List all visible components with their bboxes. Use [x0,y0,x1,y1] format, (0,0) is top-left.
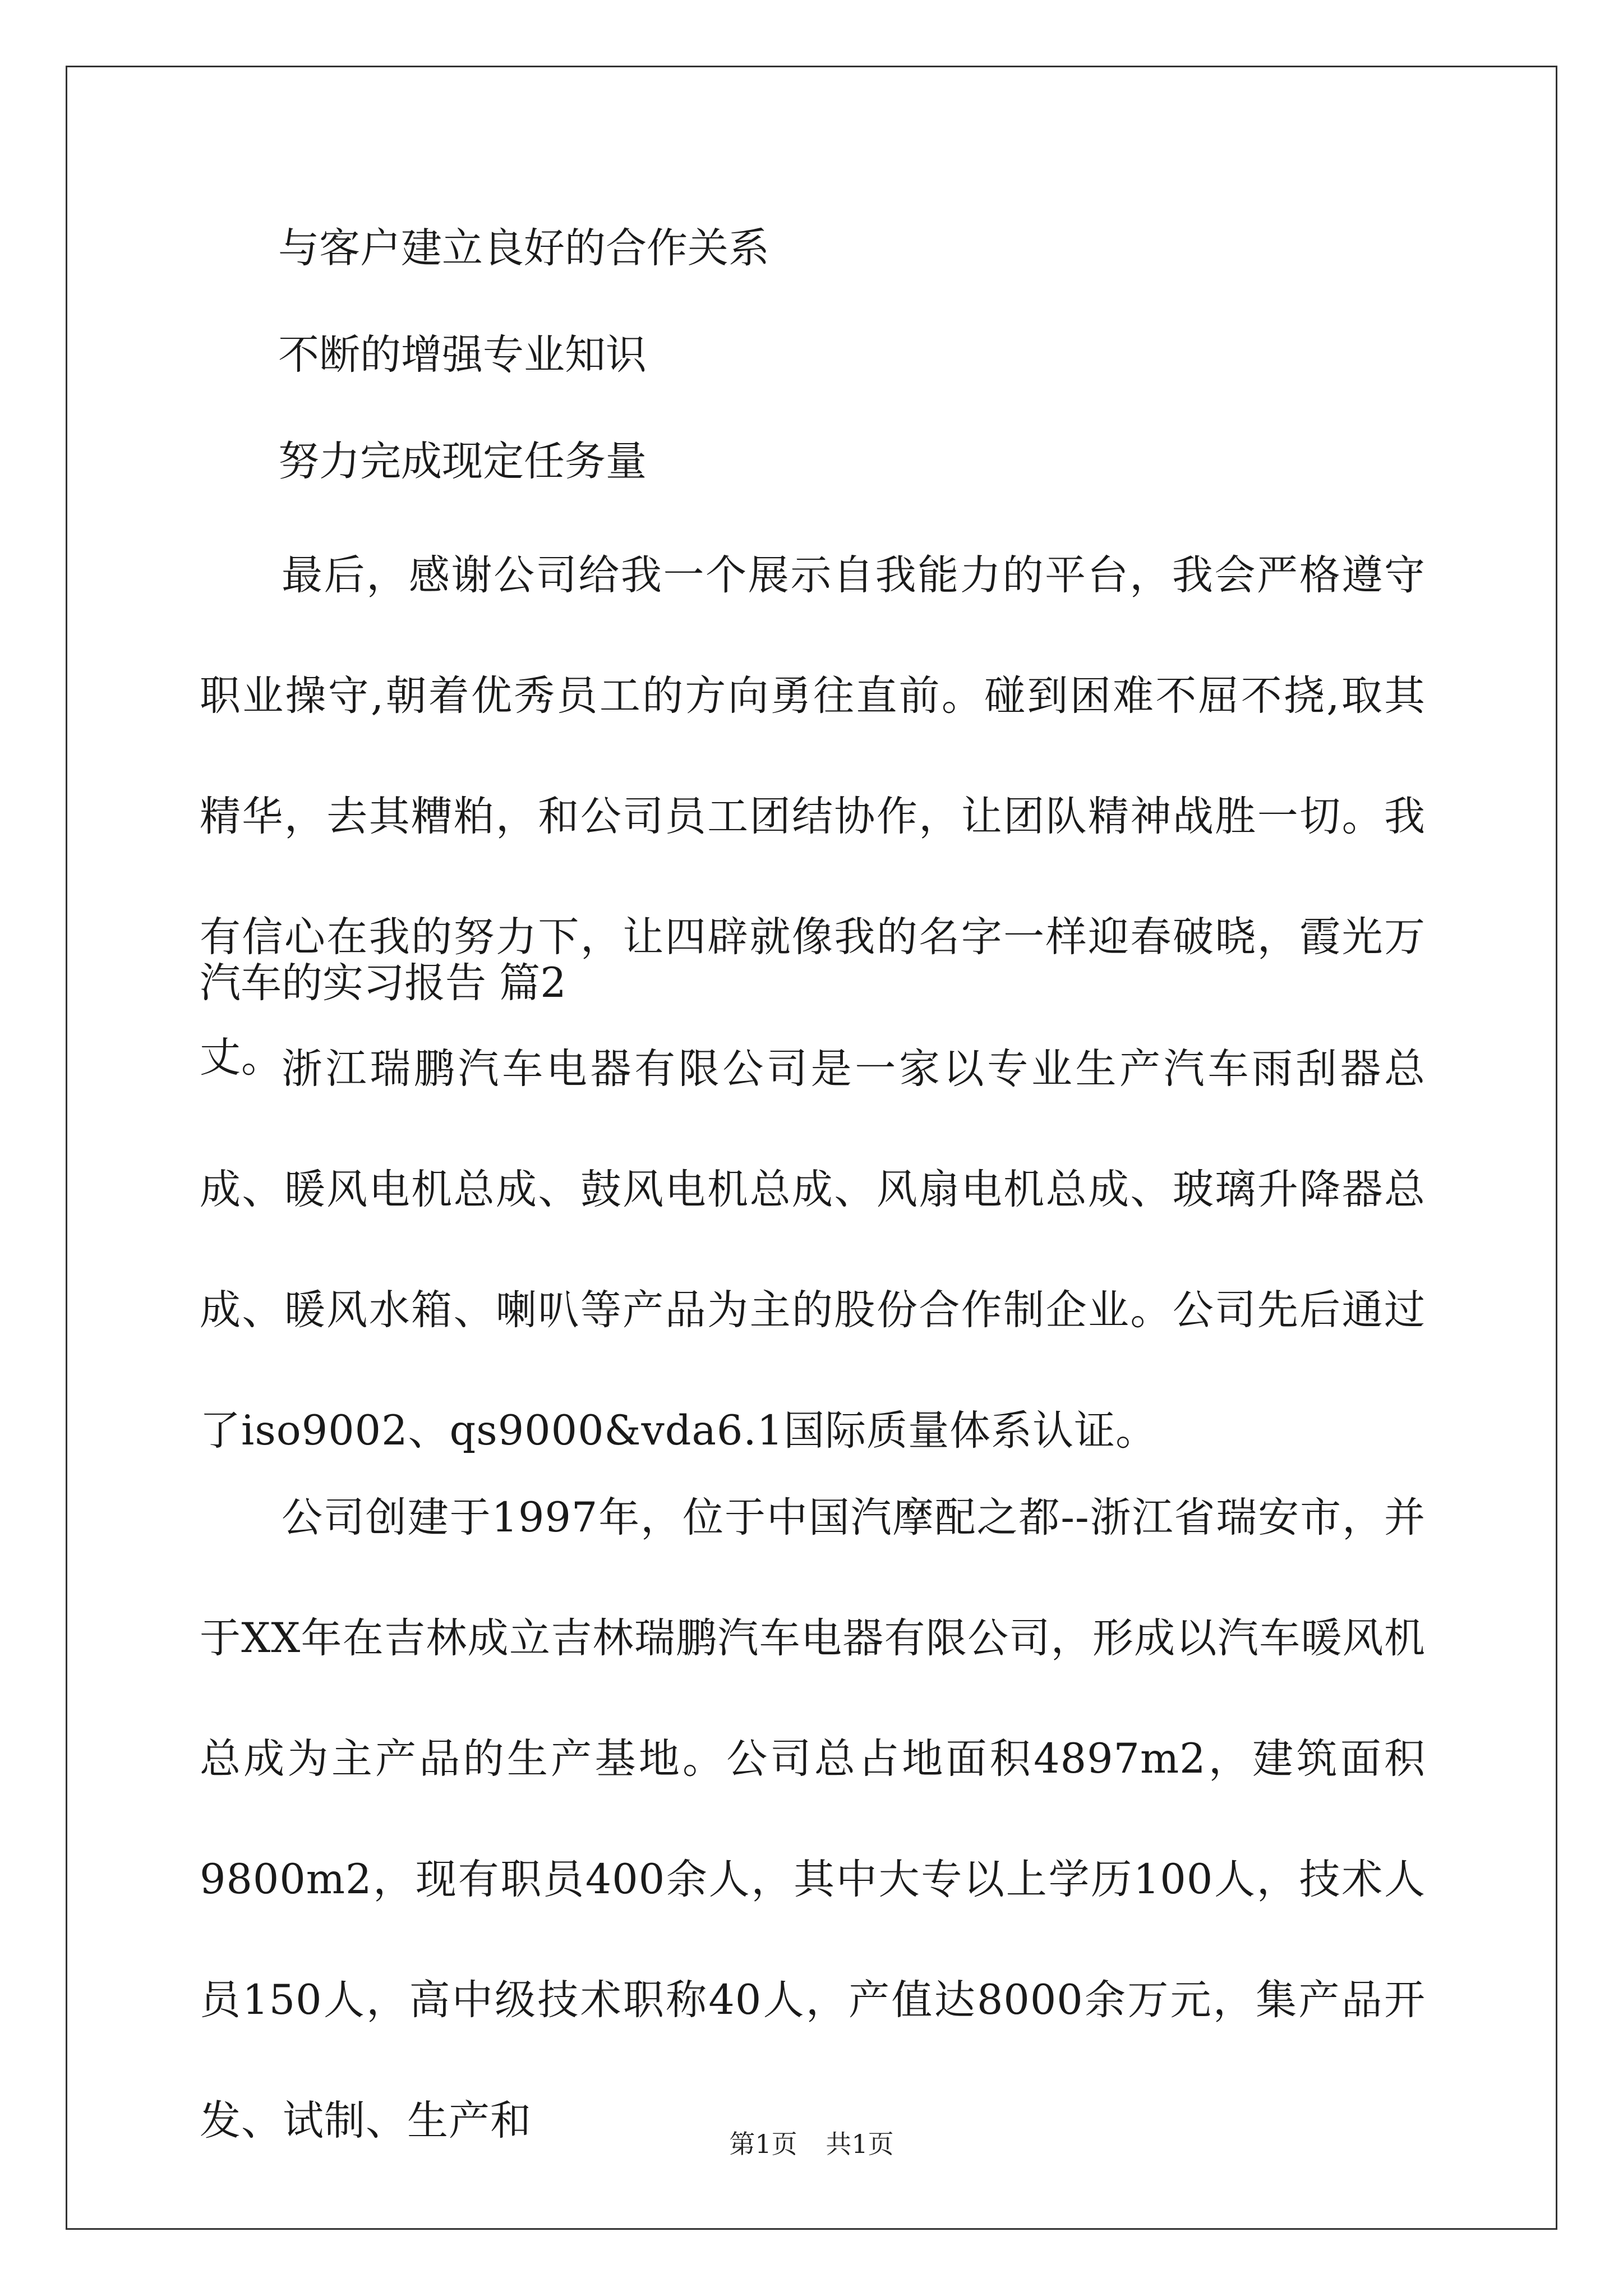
closing-paragraph: 最后，感谢公司给我一个展示自我能力的平台，我会严格遵守职业操守,朝着优秀员工的方向勇往直前。碰到困难不屈不挠,取其精华，去其糟粕，和公司员工团结协作，让团队精神战胜一切。我有信心在我的努力下，让四辟就像我的名字一样迎春破晓，霞光万丈。 [200,551,1426,1082]
goal-line-1: 与客户建立良好的合作关系 [278,224,769,272]
company-intro-paragraph: 浙江瑞鹏汽车电器有限公司是一家以专业生产汽车雨刮器总成、暖风电机总成、鼓风电机总成、风扇电机总成、玻璃升降器总成、暖风水箱、喇叭等产品为主的股份合作制企业。公司先后通过了iso9002、qs9000&vda6.1国际质量体系认证。 [200,1045,1426,1455]
section-heading: 汽车的实习报告 篇2 [200,959,566,1007]
goal-line-2: 不断的增强专业知识 [278,331,647,379]
page-number: 第1页 [729,2129,797,2159]
company-history-paragraph: 公司创建于1997年，位于中国汽摩配之都--浙江省瑞安市，并于XX年在吉林成立吉林瑞鹏汽车电器有限公司，形成以汽车暖风机总成为主产品的生产基地。公司总占地面积4897m2，建筑面积9800m2，现有职员400余人，其中大专以上学历100人，技术人员150人，高中级技术职称40人，产值达8000余万元，集产品开发、试制、生产和 [200,1494,1426,2145]
page-footer [0,2127,1623,2161]
goal-line-3: 努力完成现定任务量 [278,438,647,485]
page-total: 共1页 [826,2129,894,2159]
